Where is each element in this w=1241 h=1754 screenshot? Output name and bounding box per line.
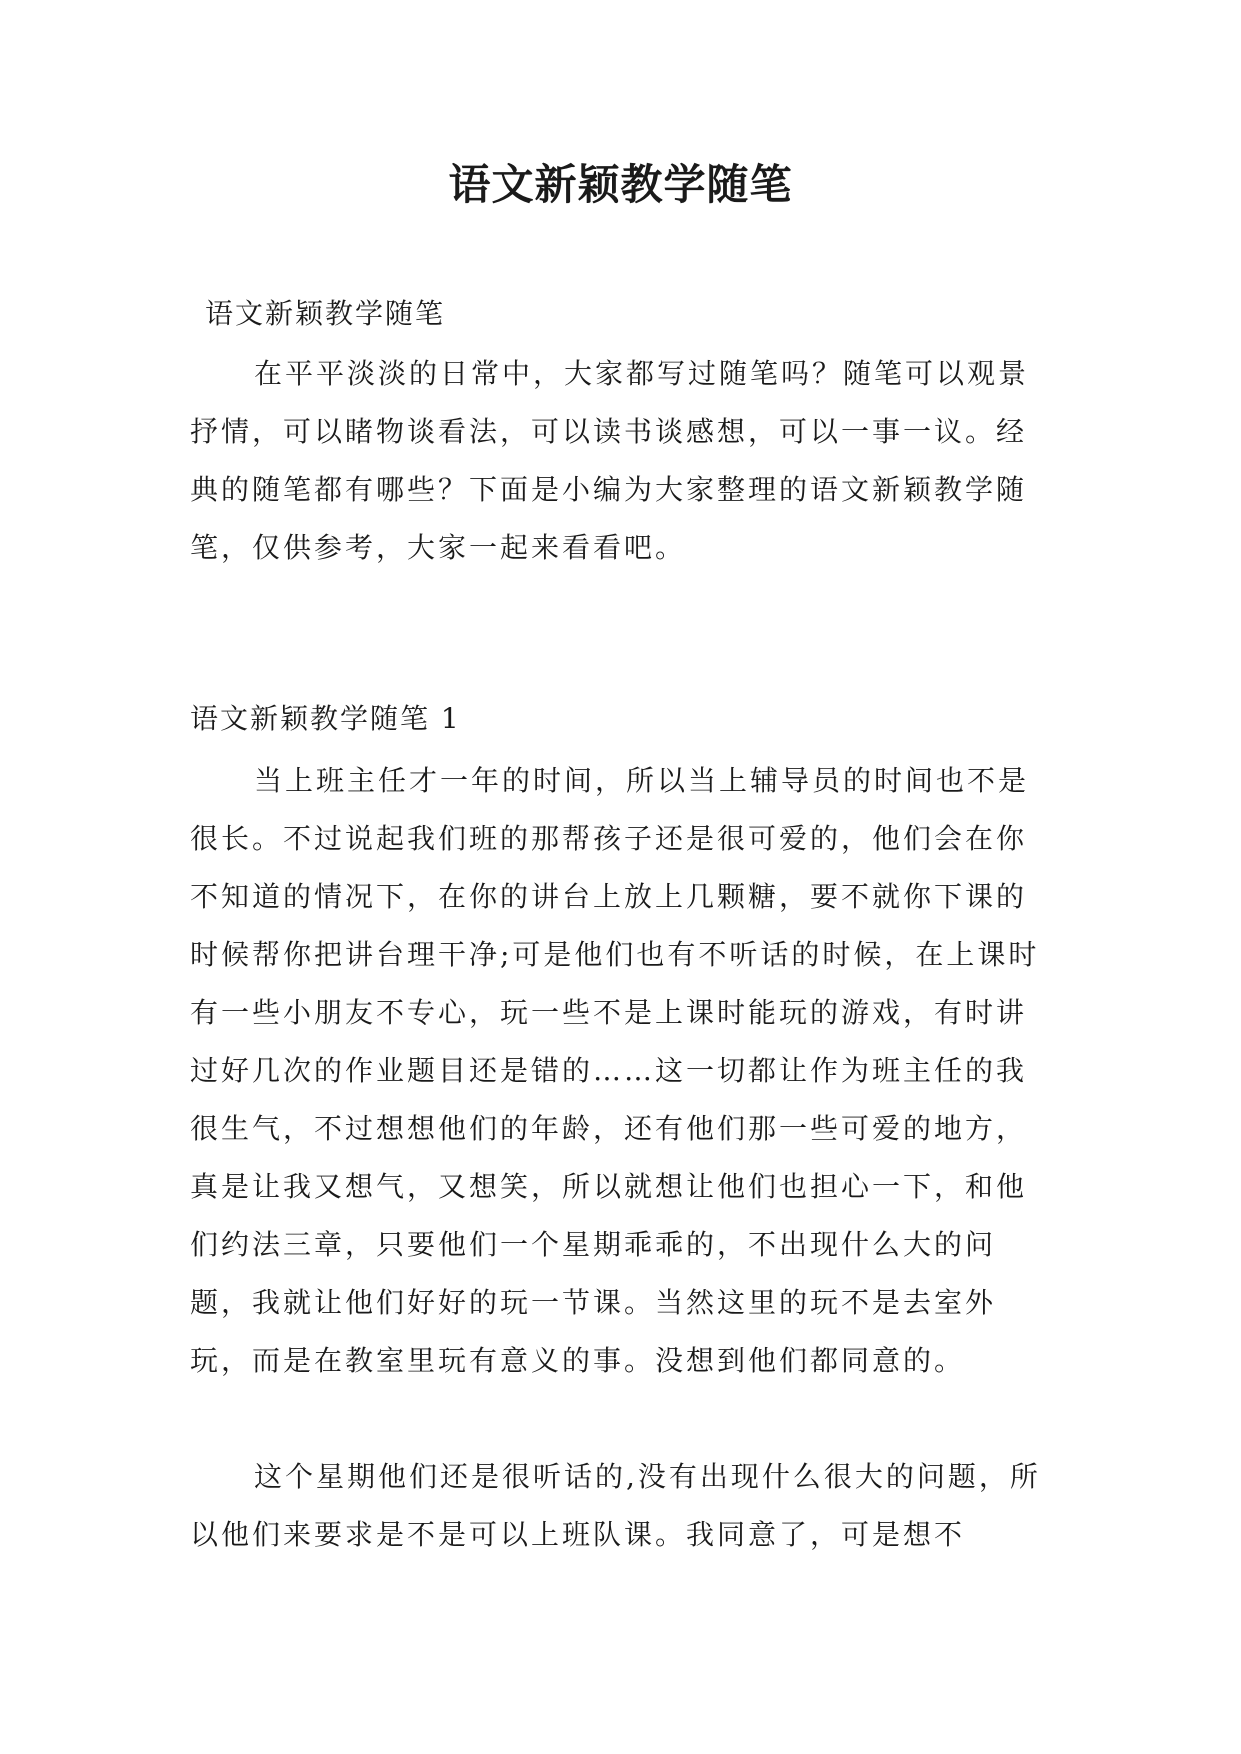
body-paragraph-2: 这个星期他们还是很听话的,没有出现什么很大的问题，所以他们来要求是不是可以上班队课。我同意了，可是想不 (190, 1460, 1041, 1551)
document-subtitle: 语文新颖教学随笔 (205, 297, 446, 330)
document-title: 语文新颖教学随笔 (448, 160, 793, 209)
intro-paragraph: 在平平淡淡的日常中，大家都写过随笔吗？随笔可以观景抒情，可以睹物谈看法，可以读书谈感想，可以一事一议。经典的随笔都有哪些？下面是小编为大家整理的语文新颖教学随笔，仅供参考，大家一起来看看吧。 (190, 357, 1030, 564)
section-heading: 语文新颖教学随笔 1 (190, 702, 461, 735)
body-paragraph-1: 当上班主任才一年的时间，所以当上辅导员的时间也不是很长。不过说起我们班的那帮孩子还是很可爱的，他们会在你不知道的情况下，在你的讲台上放上几颗糖，要不就你下课的时候帮你把讲台理干净;可是他们也有不听话的时候，在上课时有一些小朋友不专心，玩一些不是上课时能玩的游戏，有时讲过好几次的作业题目还是错的……这一切都让作为班主任的我很生气，不过想想他们的年龄，还有他们那一些可爱的地方，真是让我又想气，又想笑，所以就想让他们也担心一下，和他们约法三章，只要他们一个星期乖乖的，不出现什么大的问题，我就让他们好好的玩一节课。当然这里的玩不是去室外玩，而是在教室里玩有意义的事。没想到他们都同意的。 (190, 764, 1040, 1377)
